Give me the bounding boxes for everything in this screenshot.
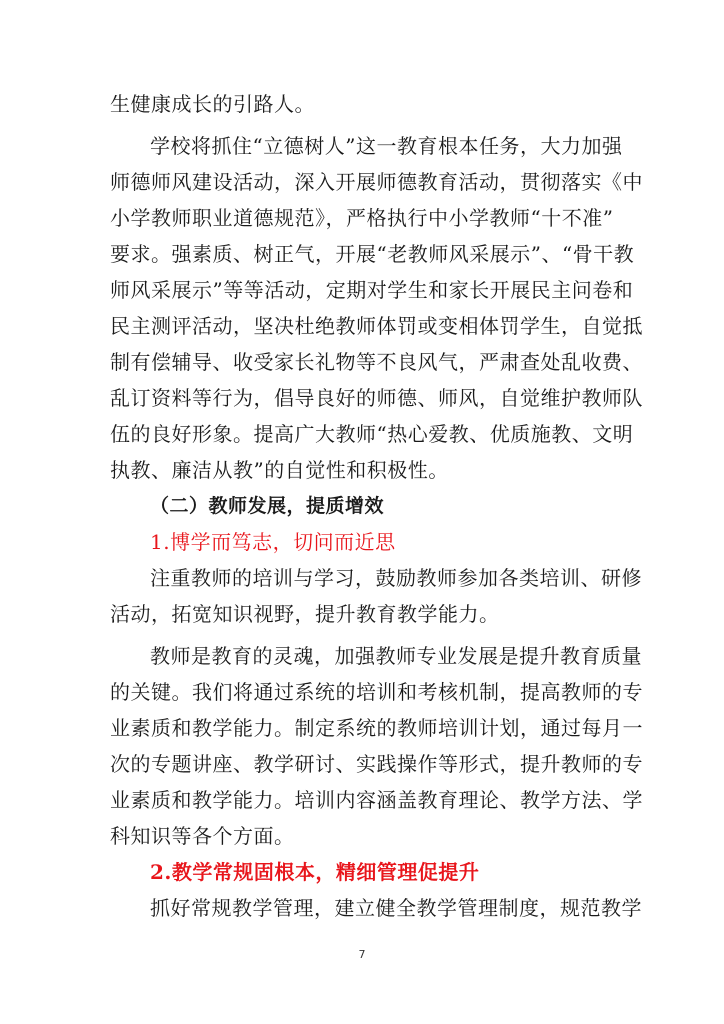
- paragraph-4-line-2: 的关键。我们将通过系统的培训和考核机制，提高教师的专: [110, 680, 643, 704]
- subheading-1: 1.博学而笃志，切问而近思: [150, 530, 396, 554]
- paragraph-2-line-4: 要求。强素质、树正气，开展“老教师风采展示”、“骨干教: [110, 242, 635, 266]
- paragraph-2-line-7: 制有偿辅导、收受家长礼物等不良风气，严肃查处乱收费、: [110, 350, 643, 374]
- section-heading: （二）教师发展，提质增效: [150, 495, 385, 517]
- paragraph-4-line-4: 次的专题讲座、教学研讨、实践操作等形式，提升教师的专: [110, 752, 643, 776]
- paragraph-2-line-2: 师德师风建设活动，深入开展师德教育活动，贯彻落实《中: [110, 170, 643, 194]
- paragraph-2-line-3: 小学教师职业道德规范》，严格执行中小学教师“十不准”: [110, 206, 614, 230]
- subheading-2: 2.教学常规固根本，精细管理促提升: [150, 860, 480, 884]
- page-number: 7: [358, 948, 366, 961]
- paragraph-4-line-3: 业素质和教学能力。制定系统的教师培训计划，通过每月一: [110, 716, 643, 740]
- paragraph-4-line-6: 科知识等各个方面。: [110, 824, 295, 848]
- paragraph-3-line-1: 注重教师的培训与学习，鼓励教师参加各类培训、研修: [150, 566, 642, 590]
- document-page: [110, 86, 643, 926]
- paragraph-2-line-5: 师风采展示”等等活动，定期对学生和家长开展民主问卷和: [110, 278, 634, 302]
- paragraph-5-line-1: 抓好常规教学管理，建立健全教学管理制度，规范教学: [150, 896, 642, 920]
- paragraph-2-line-8: 乱订资料等行为，倡导良好的师德、师风，自觉维护教师队: [110, 386, 643, 410]
- paragraph-2-line-10: 执教、廉洁从教”的自觉性和积极性。: [110, 458, 449, 482]
- paragraph-2-line-6: 民主测评活动，坚决杜绝教师体罚或变相体罚学生，自觉抵: [110, 314, 643, 338]
- paragraph-3-line-2: 活动，拓宽知识视野，提升教育教学能力。: [110, 602, 500, 626]
- paragraph-2-line-9: 伍的良好形象。提高广大教师“热心爱教、优质施教、文明: [110, 422, 634, 446]
- paragraph-1-line-1: 生健康成长的引路人。: [110, 92, 315, 116]
- paragraph-2-line-1: 学校将抓住“立德树人”这一教育根本任务，大力加强: [150, 134, 623, 158]
- paragraph-4-line-5: 业素质和教学能力。培训内容涵盖教育理论、教学方法、学: [110, 788, 643, 812]
- paragraph-4-line-1: 教师是教育的灵魂，加强教师专业发展是提升教育质量: [150, 644, 642, 668]
